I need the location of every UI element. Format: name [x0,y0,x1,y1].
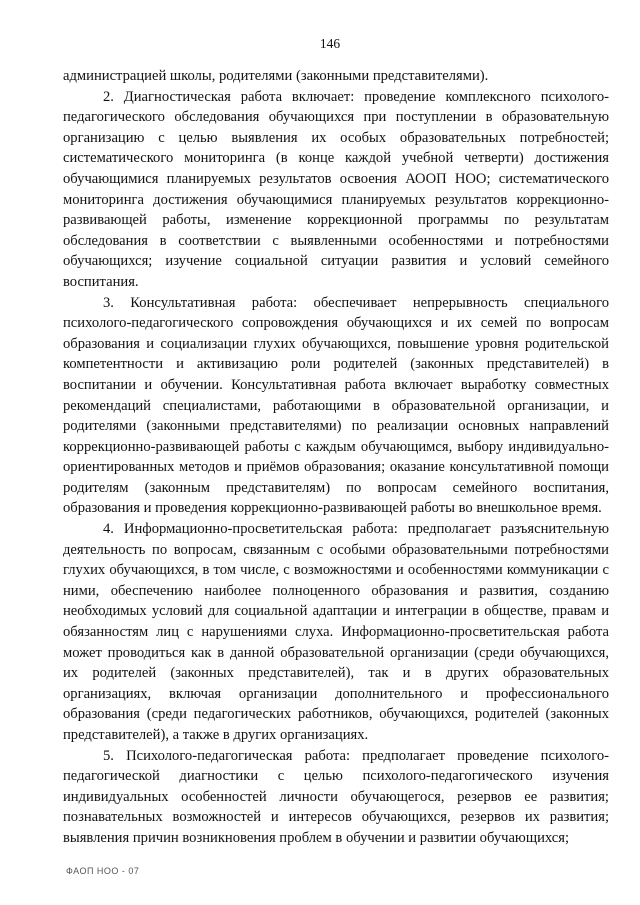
paragraph-informational-work: 4. Информационно-просветительская работа: предполагает разъяснительную деятельность по вопросам, связанным с особыми образовательными потребностями глухих обучающихся, в том числе, с возможностями и особенностями коммуникации с ними, обеспечению наиболее полноценного образования и развития, созданию необходимых условий для социальной адаптации и интеграции в обществе, правам и обязанностям лиц с нарушениями слуха. Информационно-просветительская работа может проводиться как в данной образовательной организации (среди обучающихся, их родителей (законных представителей), так и в других образовательных организациях, включая организации дополнительного и профессионального образования (среди педагогических работников, обучающихся, родителей (законных представителей), а также в других организациях. [63,521,609,743]
paragraph-continuation: администрацией школы, родителями (законными представителями). [63,68,489,84]
page-body [63,66,609,849]
paragraph-psychological-work: 5. Психолого-педагогическая работа: предполагает проведение психолого-педагогической диагностики с целью психолого-педагогического изучения индивидуальных особенностей личности обучающегося, резервов ее развития; познавательных возможностей и интересов обучающихся, резервов их развития; выявления причин возникновения проблем в обучении и развитии обучающихся; [63,747,609,846]
paragraph-consultative-work: 3. Консультативная работа: обеспечивает непрерывность специального психолого-педагогического сопровождения обучающихся и их семей по вопросам образования и социализации глухих обучающихся, повышение уровня родительской компетентности и активизацию роли родителей (законных представителей) в воспитании и обучении. Консультативная работа включает выработку совместных рекомендаций специалистами, работающими в образовательной организации, и родителями (законными представителями) по реализации основных направлений коррекционно-развивающей работы с каждым обучающимся, выбору индивидуально-ориентированных методов и приёмов образования; оказание консультативной помощи родителям (законным представителям) по вопросам семейного воспитания, образования и проведения коррекционно-развивающей работы во внешкольное время. [63,294,609,517]
footer-document-code: ФАОП НОО - 07 [66,866,140,876]
page-number: 146 [319,36,341,51]
paragraph-diagnostic-work: 2. Диагностическая работа включает: проведение комплексного психолого-педагогического обследования обучающихся при поступлении в образовательную организацию с целью выявления их особых образовательных потребностей; систематического мониторинга (в конце каждой учебной четверти) достижения обучающимися планируемых результатов освоения АООП НОО; систематического мониторинга достижения обучающимися планируемых результатов коррекционно-развивающей работы, изменение коррекционной программы по результатам обследования в соответствии с выявленными особенностями и потребностями обучающихся; изучение социальной ситуации развития и условий семейного воспитания. [63,88,609,290]
